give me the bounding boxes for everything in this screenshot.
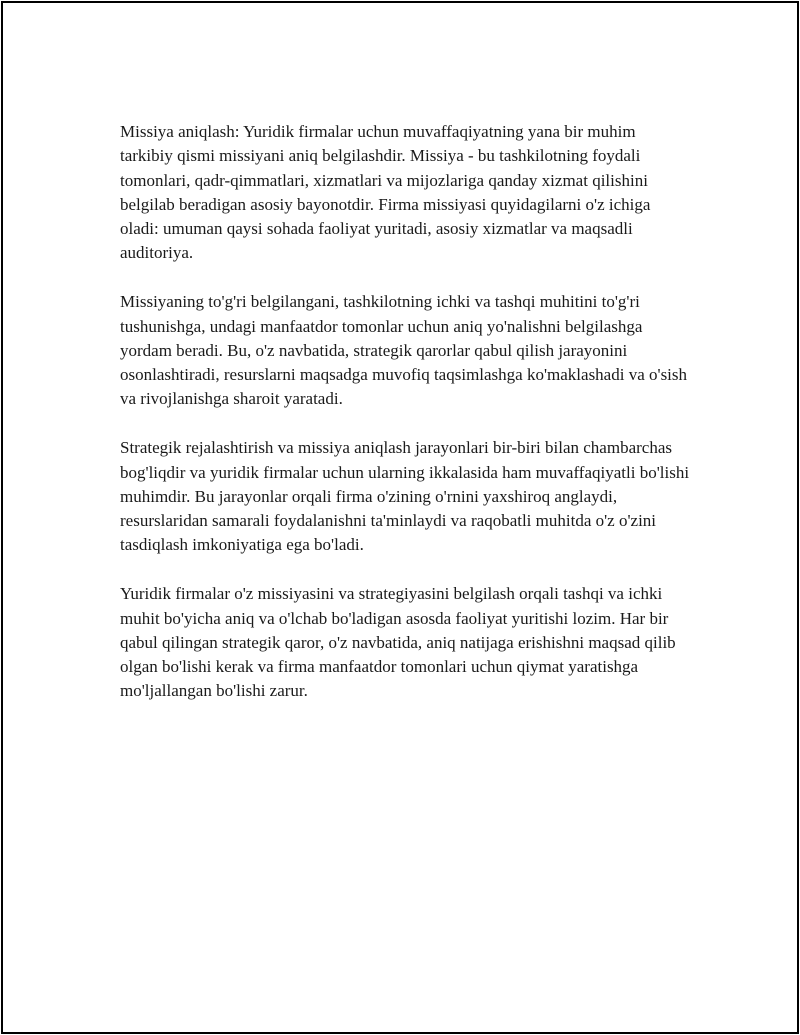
paragraph-mission-definition: Missiya aniqlash: Yuridik firmalar uchun muvaffaqiyatning yana bir muhim tarkibiy qismi missiyani aniq belgilashdir. Missiya - bu tashkilotning foydali tomonlari, qadr-qimmatlari, xizmatlari va mijozlariga qanday xizmat qilishini belgilab beradigan asosiy bayonotdir. Firma missiyasi quyidagilarni o'z ichiga oladi: umuman qaysi sohada faoliyat yuritadi, asosiy xizmatlar va maqsadli auditoriya. xyxy=(120,122,651,263)
paragraph-mission-benefits: Missiyaning to'g'ri belgilangani, tashkilotning ichki va tashqi muhitini to'g'ri tushunishga, undagi manfaatdor tomonlar uchun aniq yo'nalishni belgilashga yordam beradi. Bu, o'z navbatida, strategik qarorlar qabul qilish jarayonini osonlashtiradi, resurslarni maqsadga muvofiq taqsimlashga ko'maklashadi va o'sish va rivojlanishga sharoit yaratadi. xyxy=(120,292,688,409)
paragraph-conclusion: Yuridik firmalar o'z missiyasini va strategiyasini belgilash orqali tashqi va ichki muhit bo'yicha aniq va o'lchab bo'ladigan asosda faoliyat yuritishi lozim. Har bir qabul qilingan strategik qaror, o'z navbatida, aniq natijaga erishishni maqsad qilib olgan bo'lishi kerak va firma manfaatdor tomonlari uchun qiymat yaratishga mo'ljallangan bo'lishi zarur. xyxy=(120,584,676,701)
document-body xyxy=(120,120,690,728)
paragraph-strategic-planning: Strategik rejalashtirish va missiya aniqlash jarayonlari bir-biri bilan chambarchas bog'liqdir va yuridik firmalar uchun ularning ikkalasida ham muvaffaqiyatli bo'lishi muhimdir. Bu jarayonlar orqali firma o'zining o'rnini yaxshiroq anglaydi, resurslaridan samarali foydalanishni ta'minlaydi va raqobatli muhitda o'z o'zini tasdiqlash imkoniyatiga ega bo'ladi. xyxy=(120,438,690,555)
page-frame xyxy=(1,1,799,1034)
